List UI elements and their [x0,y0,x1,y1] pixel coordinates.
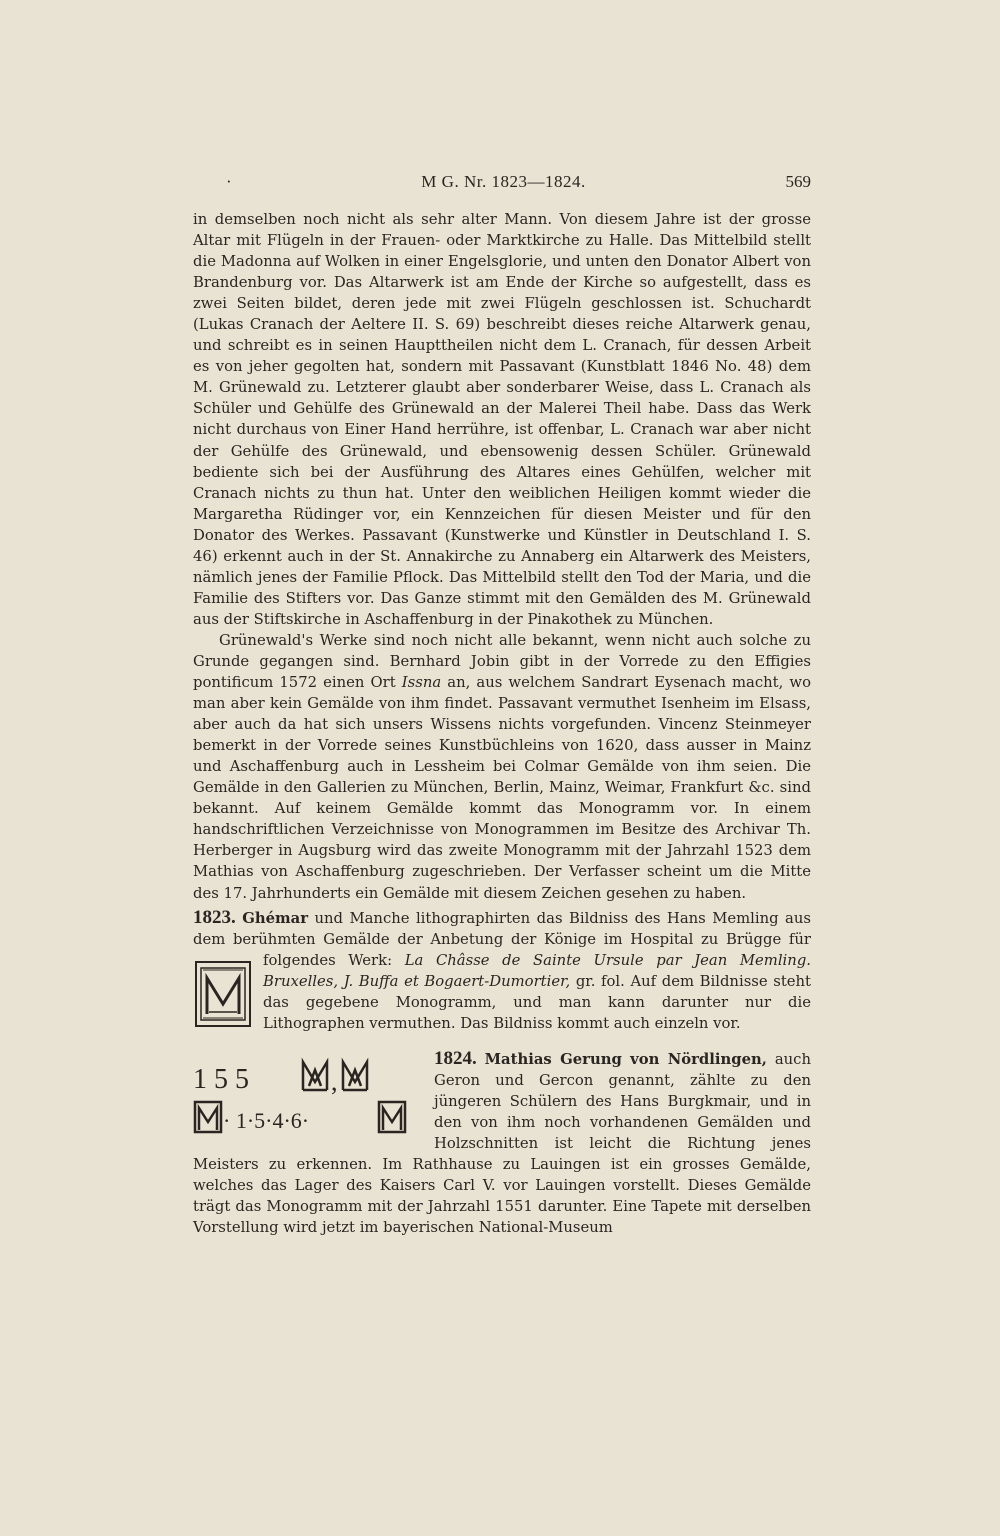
entry-text-1823-b: gr. fol. Auf dem Bildnisse steht das gegebene Monogramm, und man kann darunter nur die Lithographen vermuthen. Das Bildniss kommt auch einzeln vor. [263,972,812,1032]
entry-1824 [193,1048,811,1238]
entry-number-1823: 1823. [193,906,236,928]
svg-text:,: , [331,1066,338,1096]
paragraph-2-text-a: Grünewald's Werke sind noch nicht alle bekannt, wenn nicht auch solche zu Grunde gegangen sind. Bernhard Jobin gibt in der Vorrede zu den Effigies pontificum 1572 einen Ort [193,631,811,692]
entry-name-1823: Ghémar [242,909,309,927]
entry-1823 [193,907,811,1034]
running-header [196,172,811,198]
book-title-1823: La Châsse de Sainte Ursule par Jean Memling. Bruxelles, J. Buffa et Bogaert-Dumortier, [263,951,811,990]
place-name-issna: Issna [401,674,442,692]
entry-text-1823-a: und Manche lithographirten das Bildniss des Hans Memling aus dem berühmten Gemälde der Anbetung der Könige im Hospital zu Brügge für folgendes Werk: [193,909,811,969]
entry-number-1824: 1824. [434,1047,477,1069]
monogram-1823-image [193,956,253,1030]
paragraph-1: in demselben noch nicht als sehr alter Mann. Von diesem Jahre ist der grosse Altar mit Flügeln in der Frauen- oder Marktkirche zu Halle. Das Mittelbild stellt die Madonna auf Wolken in einer Engelsglorie, und unten den Donator Albert von Brandenburg vor. Das Altarwerk ist am Ende der Kirche so aufgestellt, dass es zwei Seiten bildet, deren jede mit zwei Flügeln geschlossen ist. Schuchardt (Lukas Cranach der Aeltere II. S. 69) beschreibt dieses reiche Altarwerk genau, und schreibt es in seinen Haupttheilen nicht dem L. Cranach, für dessen Arbeit es von jeher gegolten hat, sondern mit Passavant (Kunstblatt 1846 No. 48) dem M. Grünewald zu. Letzterer glaubt aber sonderbarer Weise, dass L. Cranach als Schüler und Gehülfe des Grünewald an der Malerei Theil habe. Dass das Werk nicht durchaus von Einer Hand herrühre, ist offenbar, L. Cranach war aber nicht der Gehülfe des Grünewald, und ebensowenig dessen Schüler. Grünewald bediente sich bei der Ausführung des Altares eines Gehülfen, welcher mit Cranach nichts zu thun hat. Unter den weiblichen Heiligen kommt wieder die Margaretha Rüdinger vor, ein Kennzeichen für diesen Meister und für den Donator des Werkes. Passavant (Kunstwerke und Künstler in Deutschland I. S. 46) erkennt auch in der St. Annakirche zu Annaberg ein Altarwerk des Meisters, nämlich jenes der Familie Pflock. Das Mittelbild stellt den Tod der Maria, und die Familie des Stifters vor. Das Ganze stimmt mit den Gemälden des M. Grünewald aus der Stiftskirche in Aschaffenburg in der Pinakothek zu München. [193,211,811,628]
header-dot: · [226,172,232,191]
page-number: 569 [785,172,811,191]
paragraph-2-text-b: an, aus welchem Sandrart Eysenach macht, wo man aber kein Gemälde von ihm findet. Passavant vermuthet Isenheim im Elsass, aber auch da hat sich unsers Wissens nichts vorgefunden. Vincenz Steinmeyer bemerkt in der Vorrede seines Kunstbüchleins von 1620, dass ausser in Mainz und Aschaffenburg auch in Lessheim bei Colmar Gemälde von ihm seien. Die Gemälde in den Gallerien zu München, Berlin, Mainz, Weimar, Frankfurt &c. sind bekannt. Auf keinem Gemälde kommt das Monogramm vor. In einem handschriftlichen Verzeichnisse von Monogrammen im Besitze des Archivar Th. Herberger in Augsburg wird das zweite Monogramm mit der Jahrzahl 1523 dem Mathias von Aschaffenburg zugeschrieben. Der Verfasser scheint um die Mitte des 17. Jahrhunderts ein Gemälde mit diesem Zeichen gesehen zu haben. [193,674,811,902]
entry-name-1824: Mathias Gerung von Nördlingen, [484,1050,767,1068]
monogram-1824-image [191,1050,426,1136]
monogram-1824-date-1: 1 5 5 [193,1063,249,1095]
monogram-1824-date-2: · 1·5·4·6· [223,1107,310,1133]
paragraph-2 [193,630,811,904]
body-text [193,209,811,1238]
running-head: M G. Nr. 1823—1824. [421,172,586,191]
entry-text-1824: auch Geron und Gercon genannt, zählte zu den jüngeren Schülern des Hans Burgkmair, und in den von ihm noch vorhandenen Gemälden und Holzschnitten ist leicht die Richtung jenes Meisters zu erkennen. Im Rathhause zu Lauingen ist ein grosses Gemälde, welches das Lager des Kaisers Carl V. vor Lauingen vorstellt. Dieses Gemälde trägt das Monogramm mit der Jahrzahl 1551 darunter. Eine Tapete mit derselben Vorstellung wird jetzt im bayerischen National-Museum [193,1050,811,1237]
